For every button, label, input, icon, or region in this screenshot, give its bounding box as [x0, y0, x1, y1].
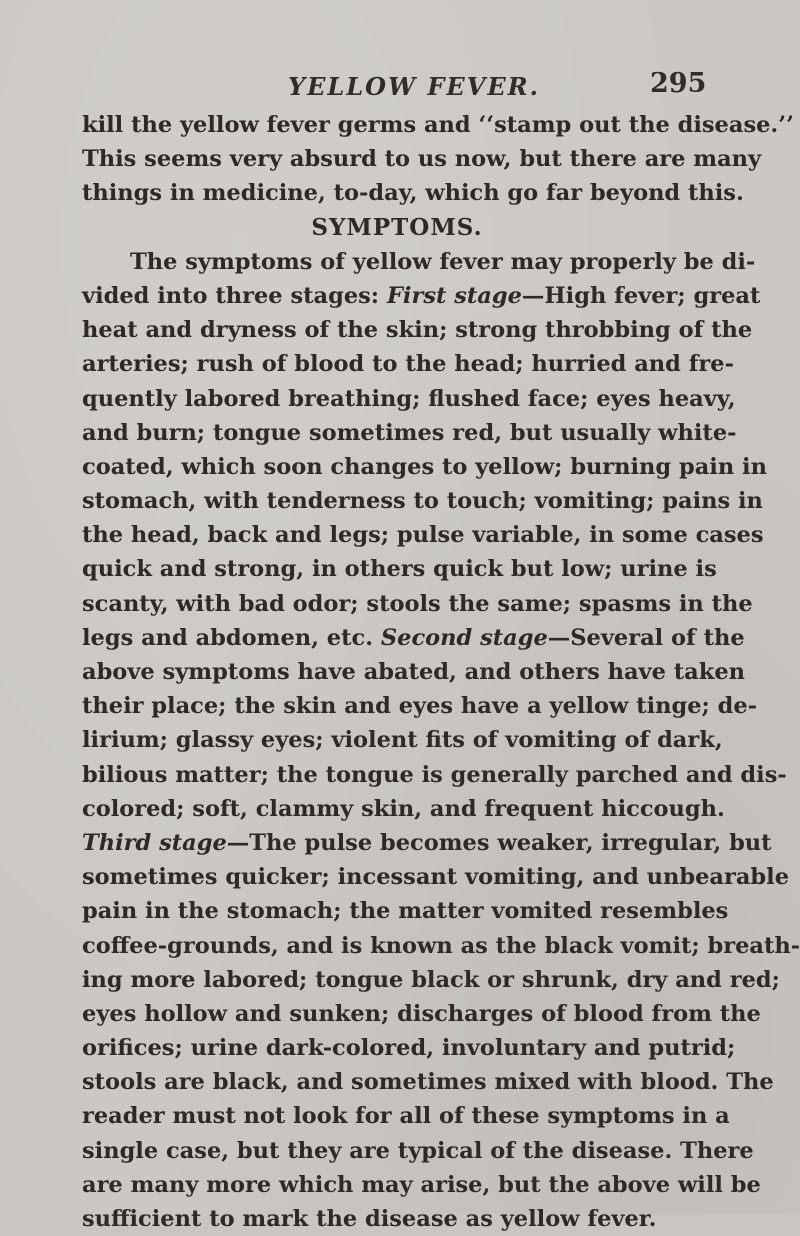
text-line: stools are black, and sometimes mixed with blood. The — [82, 1069, 774, 1096]
text-line: above symptoms have abated, and others have taken — [82, 659, 746, 685]
text-line: bilious matter; the tongue is generally parched and dis- — [82, 761, 787, 788]
text-line: sufficient to mark the disease as yellow fever. — [82, 1206, 657, 1232]
text-line: quently labored breathing; flushed face; eyes heavy, — [82, 385, 736, 412]
stage-label: Third stage — [82, 829, 227, 856]
text-line: pain in the stomach; the matter vomited resembles — [82, 898, 729, 925]
text-line: colored; soft, clammy skin, and frequent hiccough. — [82, 795, 725, 822]
page-number: 295 — [650, 68, 707, 99]
text-line: coated, which soon changes to yellow; burning pain in — [82, 453, 767, 480]
text-line: sometimes quicker; incessant vomiting, and unbearable — [82, 864, 790, 891]
page-header — [0, 62, 800, 102]
text-line: single case, but they are typical of the disease. There — [82, 1137, 754, 1164]
stage-label: Second stage — [380, 624, 548, 651]
text-line: quick and strong, in others quick but low; urine is — [82, 556, 717, 583]
text-line: The symptoms of yellow fever may properly be di- — [130, 248, 756, 275]
text-line: are many more which may arise, but the above will be — [82, 1171, 761, 1198]
running-head: YELLOW FEVER. — [288, 72, 540, 101]
section-heading: SYMPTOMS. — [311, 213, 483, 241]
text-line: legs and abdomen, etc. Second stage—Several of the — [82, 624, 745, 651]
body-text — [82, 108, 800, 1236]
text-line: Third stage—The pulse becomes weaker, irregular, but — [82, 829, 772, 856]
text-line: their place; the skin and eyes have a yellow tinge; de- — [82, 693, 758, 720]
text-line: reader must not look for all of these symptoms in a — [82, 1103, 730, 1130]
text-line: vided into three stages: First stage—High fever; great — [82, 282, 761, 309]
text-line: eyes hollow and sunken; discharges of blood from the — [82, 1000, 761, 1027]
text-line: This seems very absurd to us now, but there are many — [82, 146, 762, 173]
text-line: lirium; glassy eyes; violent fits of vomiting of dark, — [82, 727, 723, 754]
text-line: heat and dryness of the skin; strong throbbing of the — [82, 317, 753, 344]
text-line: things in medicine, to-day, which go far beyond this. — [82, 180, 744, 207]
stage-label: First stage — [386, 282, 522, 309]
text-line: ing more labored; tongue black or shrunk, dry and red; — [82, 966, 780, 993]
text-line: orifices; urine dark-colored, involuntary and putrid; — [82, 1035, 736, 1062]
text-line: kill the yellow fever germs and ‘‘stamp out the disease.’’ — [82, 112, 794, 138]
text-line: arteries; rush of blood to the head; hurried and fre- — [82, 351, 734, 378]
text-line: and burn; tongue sometimes red, but usually white- — [82, 419, 737, 446]
text-line: coffee-grounds, and is known as the black vomit; breath- — [82, 932, 800, 959]
text-line: the head, back and legs; pulse variable, in some cases — [82, 522, 764, 549]
text-line: scanty, with bad odor; stools the same; spasms in the — [82, 590, 753, 617]
text-line: stomach, with tenderness to touch; vomiting; pains in — [82, 488, 763, 515]
